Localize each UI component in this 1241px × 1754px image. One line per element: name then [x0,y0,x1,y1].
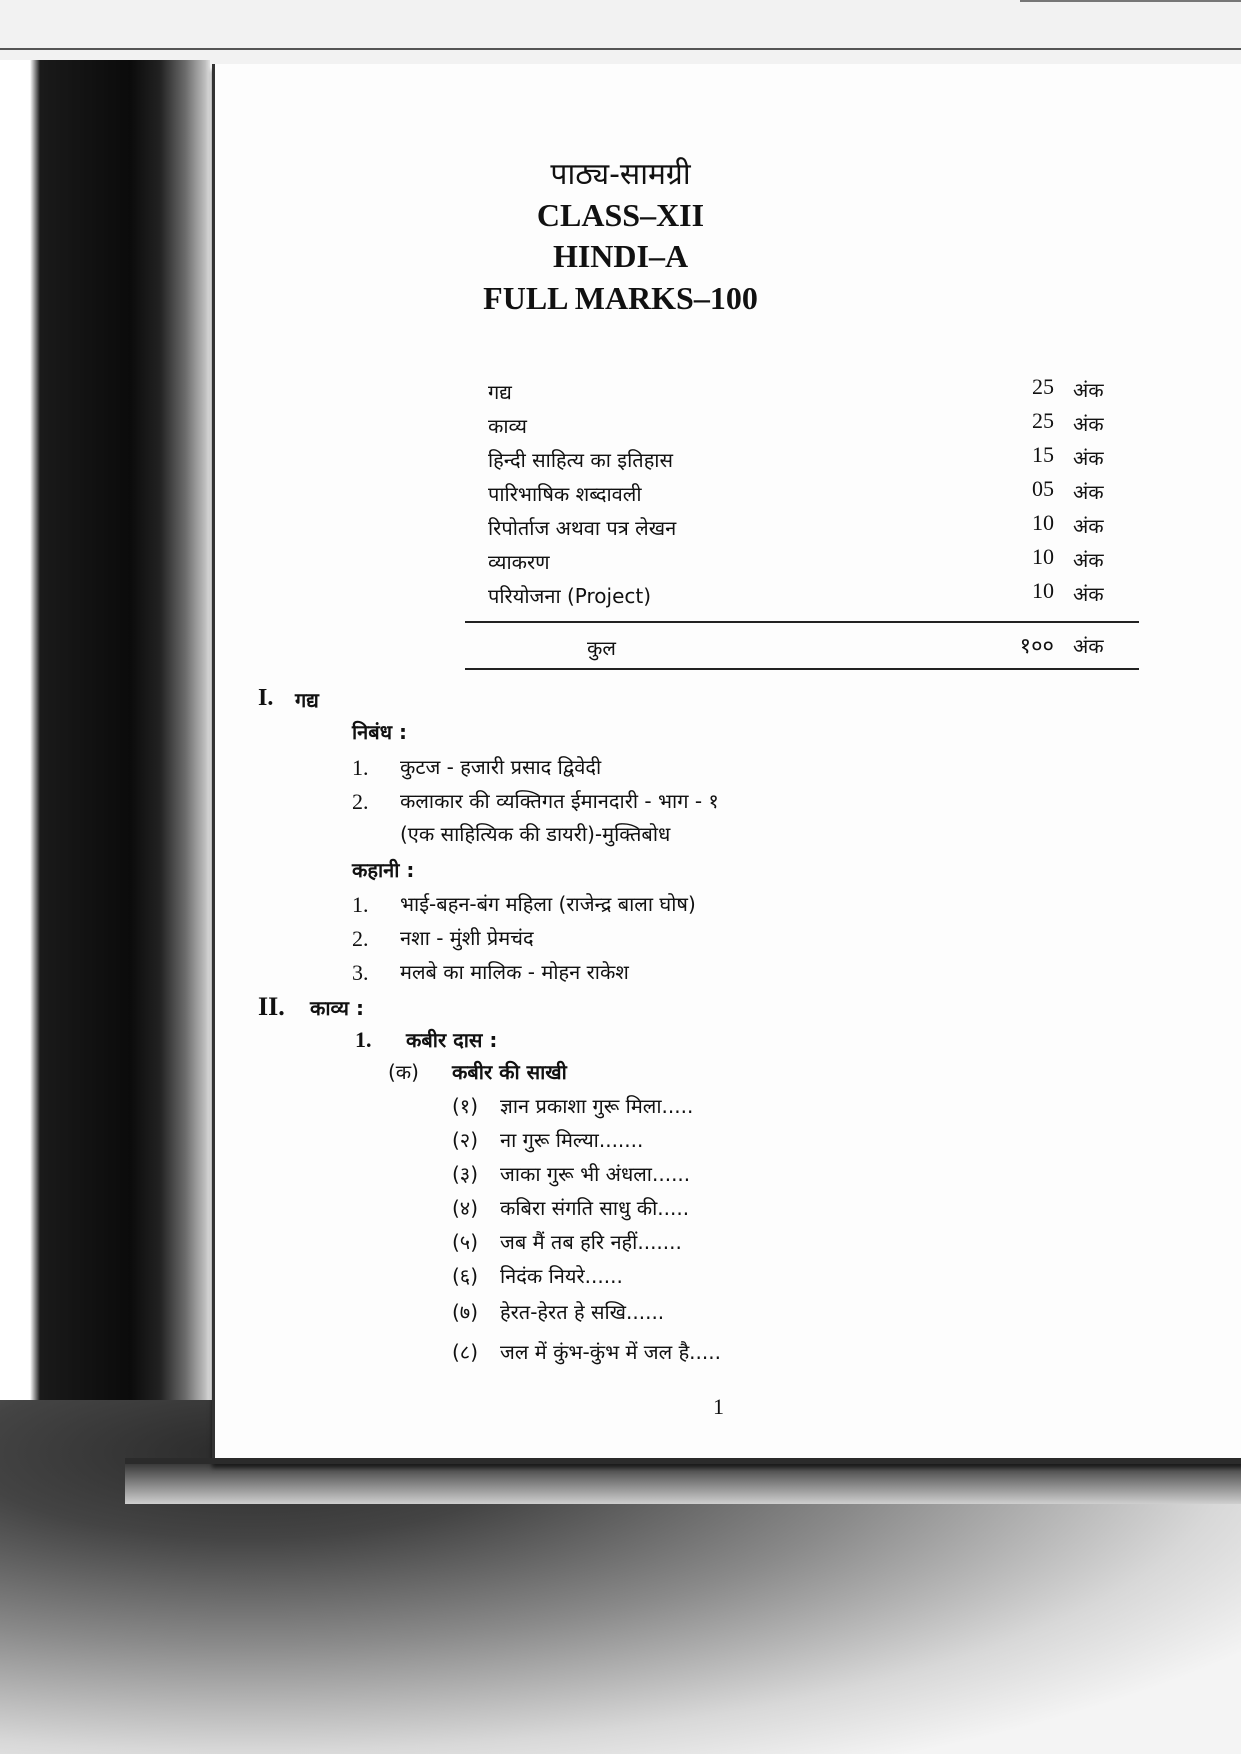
essays-heading: निबंध : [352,720,407,744]
list-item-number: 1. [352,892,369,917]
list-item-number: (५) [452,1230,479,1254]
total-rule-bottom [465,668,1139,670]
section-1-title: गद्य [295,688,319,712]
marks-row-value: 25 [1032,408,1054,433]
list-item-number: (२) [452,1128,479,1152]
scan-edge-line [1020,0,1241,2]
story-item: नशा - मुंशी प्रेमचंद [400,926,534,950]
poet-name: कबीर दास : [406,1028,498,1052]
marks-row-unit: अंक [1073,548,1104,572]
sub-section-marker: (क) [388,1060,419,1084]
section-2-title: काव्य : [310,996,364,1020]
story-item: मलबे का मालिक - मोहन राकेश [400,960,629,984]
marks-row-unit: अंक [1073,378,1104,402]
subject-heading: HINDI–A [552,238,689,274]
list-item-number: (४) [452,1196,479,1220]
list-item-number: (१) [452,1094,479,1118]
list-item-number: 3. [352,960,369,985]
sakhi-item: कबिरा संगति साधु की..... [500,1196,690,1220]
total-value: १०० [1019,633,1054,658]
total-label: कुल [587,636,616,660]
scan-edge-line [0,48,1241,50]
page-title-hindi: पाठ्य-सामग्री [550,157,691,192]
marks-row-label: गद्य [488,380,512,404]
list-item-number: (७) [452,1300,479,1324]
marks-row-unit: अंक [1073,446,1104,470]
marks-row-value: 10 [1032,544,1054,569]
list-item-number: 2. [352,789,369,814]
list-item-number: (८) [452,1340,479,1364]
marks-row-label: पारिभाषिक शब्दावली [488,482,642,506]
list-item-number: 2. [352,926,369,951]
sakhi-item: हेरत-हेरत हे सखि...... [500,1300,665,1324]
sakhi-item: निदंक नियरे...... [500,1264,623,1288]
full-marks-heading: FULL MARKS–100 [483,280,758,316]
sakhi-item: जल में कुंभ-कुंभ में जल है..... [500,1340,721,1364]
marks-row-label: काव्य [488,414,527,438]
marks-row-value: 25 [1032,374,1054,399]
marks-row-label: हिन्दी साहित्य का इतिहास [488,448,674,472]
list-item-number: 1. [352,755,369,780]
sakhi-item: जब मैं तब हरि नहीं....... [500,1230,682,1254]
class-heading: CLASS–XII [536,197,705,233]
essay-item: कुटज - हजारी प्रसाद द्विवेदी [400,755,602,779]
essay-item: कलाकार की व्यक्तिगत ईमानदारी - भाग - १ [400,789,719,813]
list-item-number: (६) [452,1264,479,1288]
section-1-numeral: I. [258,685,274,711]
scan-shadow-under-page [125,1464,1241,1504]
sakhi-item: जाका गुरू भी अंधला...... [500,1162,691,1186]
total-rule-top [465,621,1139,623]
total-unit: अंक [1073,634,1104,658]
sub-section-title: कबीर की साखी [452,1060,567,1084]
list-item-number: (३) [452,1162,479,1186]
marks-row-unit: अंक [1073,480,1104,504]
marks-row-value: 05 [1032,476,1054,501]
stories-heading: कहानी : [352,858,415,882]
poet-number: 1. [355,1027,372,1052]
section-2-numeral: II. [258,992,285,1021]
marks-row-label: व्याकरण [488,550,550,574]
essay-item-continuation: (एक साहित्यिक की डायरी)-मुक्तिबोध [400,822,671,846]
marks-row-value: 10 [1032,510,1054,535]
marks-row-value: 15 [1032,442,1054,467]
story-item: भाई-बहन-बंग महिला (राजेन्द्र बाला घोष) [400,892,696,916]
marks-row-label: रिपोर्ताज अथवा पत्र लेखन [488,516,677,540]
marks-row-value: 10 [1032,578,1054,603]
sakhi-item: ना गुरू मिल्या....... [500,1128,644,1152]
marks-row-label: परियोजना (Project) [488,584,652,608]
marks-row-unit: अंक [1073,514,1104,538]
sakhi-item: ज्ञान प्रकाशा गुरू मिला..... [500,1094,694,1118]
page-number: 1 [713,1394,724,1419]
page-bottom-edge [125,1458,1241,1464]
marks-row-unit: अंक [1073,412,1104,436]
marks-row-unit: अंक [1073,582,1104,606]
